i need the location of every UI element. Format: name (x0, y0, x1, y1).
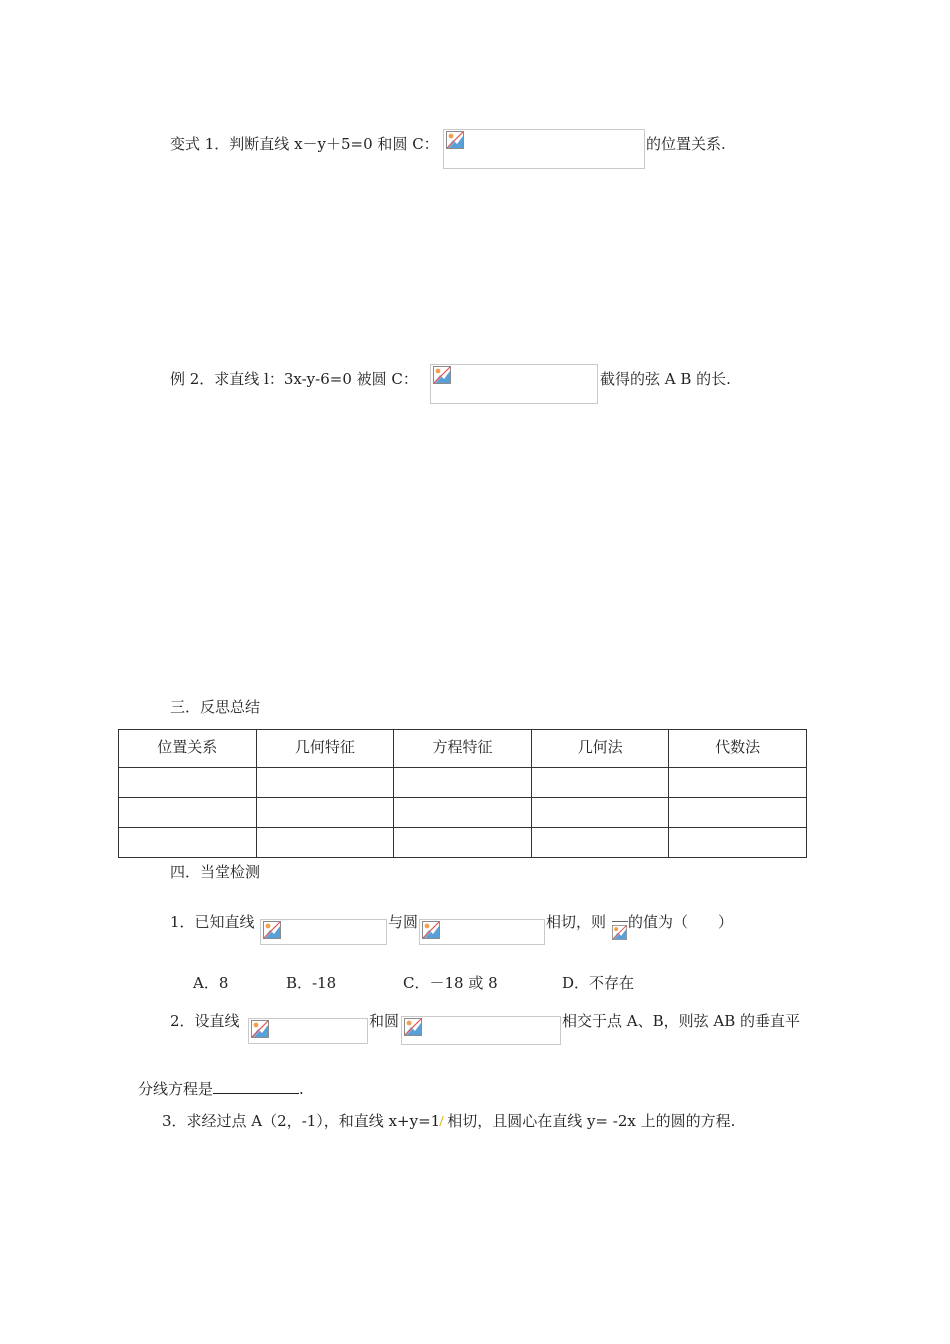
table-cell (119, 798, 257, 828)
table-header-cell: 方程特征 (394, 730, 532, 768)
table-cell (531, 768, 669, 798)
circle-equation-image (443, 129, 645, 169)
q2-suffix: 相交于点 A、B，则弦 AB 的垂直平 (562, 1012, 801, 1030)
table-header-cell: 几何法 (531, 730, 669, 768)
broken-image-icon (251, 1020, 269, 1038)
table-cell (256, 798, 394, 828)
parameter-image (612, 921, 628, 942)
answer-blank (213, 1078, 299, 1094)
q1-prefix: 1．已知直线 (170, 913, 255, 931)
broken-image-icon (446, 131, 464, 149)
table-cell (119, 768, 257, 798)
table-row (119, 798, 807, 828)
circle-equation-image (430, 364, 598, 404)
line-equation-image (248, 1018, 368, 1044)
q2-line2-suffix: . (299, 1080, 304, 1098)
circle-equation-image (419, 919, 545, 945)
q2-mid1: 和圆 (369, 1012, 400, 1030)
variant1-line (170, 134, 439, 154)
q1-option-a: A．8 (193, 974, 229, 992)
example2-suffix: 截得的弦 A B 的长. (600, 370, 731, 388)
q2-line2 (138, 1078, 304, 1099)
table-cell (394, 768, 532, 798)
q3-prefix: 3．求经过点 A（2，-1），和直线 x+y=1 (162, 1112, 441, 1130)
section4-heading: 四．当堂检测 (170, 863, 261, 881)
circle-equation-image (401, 1016, 561, 1045)
broken-image-icon (422, 921, 440, 939)
table-row (119, 768, 807, 798)
q3-suffix: 相切，且圆心在直线 y= -2x 上的圆的方程. (447, 1112, 736, 1130)
table-header-row (119, 730, 807, 768)
example2-prefix: 例 2．求直线 l：3x-y-6=0 被圆 C： (170, 370, 418, 388)
broken-image-icon (404, 1018, 422, 1036)
section3-heading: 三．反思总结 (170, 698, 261, 716)
variant1-prefix: 变式 1．判断直线 x－y＋5=0 和圆 C： (170, 135, 439, 153)
broken-image-icon (612, 925, 627, 940)
table-header-cell: 位置关系 (119, 730, 257, 768)
table-header-cell: 代数法 (669, 730, 807, 768)
variant1-suffix: 的位置关系. (646, 135, 726, 153)
q1-mid2: 相切，则 (546, 913, 607, 931)
q1-option-c: C．－18 或 8 (403, 974, 498, 992)
q1-mid1: 与圆 (388, 913, 419, 931)
line-equation-image (260, 919, 387, 945)
table-cell (394, 798, 532, 828)
table-cell (531, 798, 669, 828)
table-cell (531, 828, 669, 858)
summary-table (118, 729, 807, 858)
q1-suffix: 的值为（ ） (628, 913, 734, 931)
table-row (119, 828, 807, 858)
q1-option-b: B．-18 (286, 974, 337, 992)
table-cell (256, 768, 394, 798)
q1-option-d: D．不存在 (562, 974, 635, 992)
table-cell (394, 828, 532, 858)
q2-prefix: 2．设直线 (170, 1012, 240, 1030)
q3-line (162, 1111, 735, 1131)
q2-line2-prefix: 分线方程是 (138, 1080, 214, 1098)
broken-image-icon (433, 366, 451, 384)
broken-image-icon (263, 921, 281, 939)
table-cell (256, 828, 394, 858)
table-header-cell: 几何特征 (256, 730, 394, 768)
table-cell (669, 828, 807, 858)
table-cell (669, 768, 807, 798)
table-cell (119, 828, 257, 858)
table-cell (669, 798, 807, 828)
